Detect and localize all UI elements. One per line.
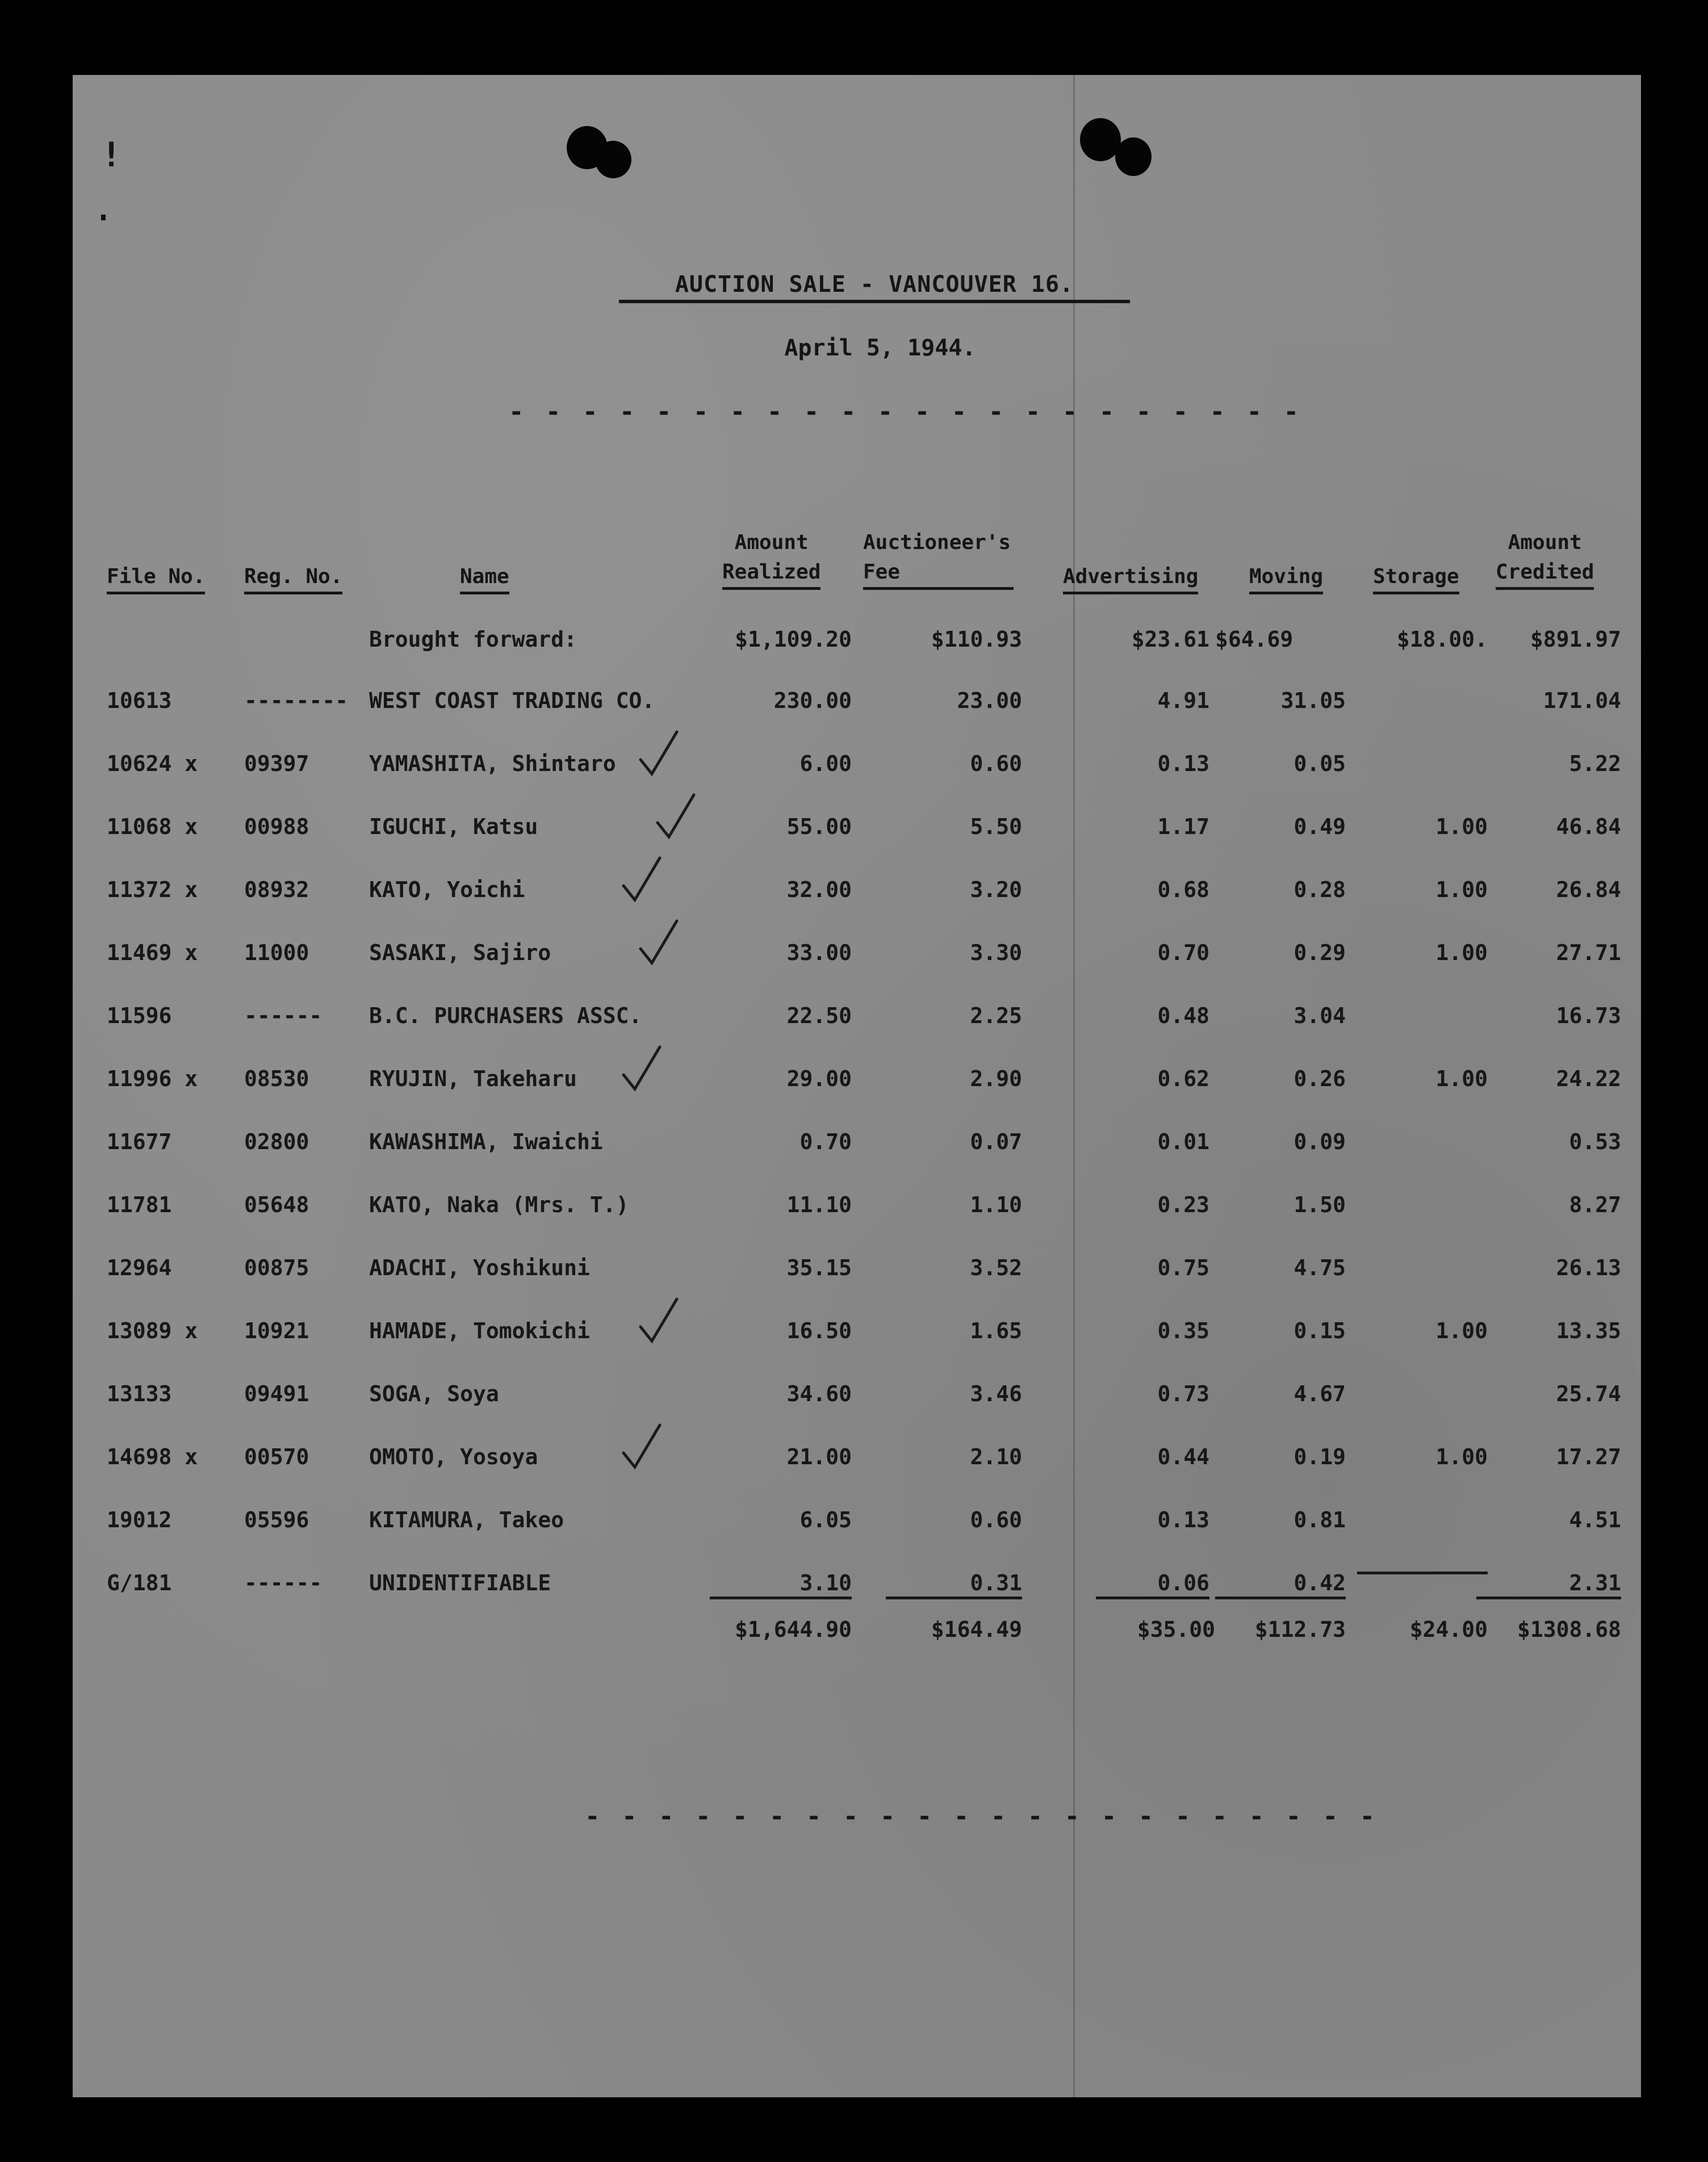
table-row (0, 1066, 1708, 1106)
cell-moving: 0.49 (1293, 814, 1346, 839)
table-row (0, 751, 1708, 791)
cell-storage: 1.00 (1435, 814, 1488, 839)
brought-forward-row (0, 627, 1708, 667)
cell-amount-realized: 29.00 (786, 1066, 852, 1091)
cell-amount-realized: 33.00 (786, 940, 852, 965)
cell-amount-credited: 16.73 (1556, 1003, 1621, 1028)
cell-moving: 0.29 (1293, 940, 1346, 965)
cell-amount-credited: 26.84 (1556, 877, 1621, 902)
cell-storage (1357, 1570, 1488, 1574)
cell-auctioneer-fee: 3.52 (970, 1255, 1022, 1280)
brought-forward-moving: $64.69 (1215, 627, 1293, 652)
cell-amount-realized: 16.50 (786, 1318, 852, 1343)
cell-name: WEST COAST TRADING CO. (369, 688, 655, 713)
cell-amount-credited: 27.71 (1556, 940, 1621, 965)
cell-reg-no: 08530 (244, 1066, 309, 1091)
cell-file-no: 11372 x (107, 877, 198, 902)
cell-auctioneer-fee: 2.90 (970, 1066, 1022, 1091)
cell-amount-credited: 24.22 (1556, 1066, 1621, 1091)
corner-mark: ! (101, 135, 122, 175)
cell-reg-no: 11000 (244, 940, 309, 965)
header-amount-credited: Amount Credited (1496, 528, 1594, 590)
cell-file-no: 13133 (107, 1381, 172, 1406)
cell-auctioneer-fee: 0.60 (970, 1507, 1022, 1532)
cell-auctioneer-fee: 2.10 (970, 1444, 1022, 1469)
cell-file-no: 10624 x (107, 751, 198, 776)
brought-forward-storage: $18.00. (1396, 627, 1488, 652)
cell-storage: 1.00 (1435, 877, 1488, 902)
check-mark-icon (619, 1044, 664, 1095)
cell-auctioneer-fee: 0.07 (970, 1129, 1022, 1154)
cell-file-no: 11996 x (107, 1066, 198, 1091)
cell-name: ADACHI, Yoshikuni (369, 1255, 590, 1280)
cell-advertising: 0.35 (1157, 1318, 1209, 1343)
cell-storage: 1.00 (1435, 1318, 1488, 1343)
cell-moving: 0.28 (1293, 877, 1346, 902)
cell-advertising: 4.91 (1157, 688, 1209, 713)
cell-name: KATO, Yoichi (369, 877, 525, 902)
cell-auctioneer-fee: 3.46 (970, 1381, 1022, 1406)
totals-row (0, 1617, 1708, 1657)
cell-auctioneer-fee: 0.31 (886, 1570, 1022, 1599)
table-row (0, 814, 1708, 854)
cell-advertising: 0.01 (1157, 1129, 1209, 1154)
check-mark-icon (636, 917, 681, 969)
total-amount: $1,644.90 (735, 1617, 852, 1642)
table-row (0, 1444, 1708, 1484)
cell-amount-credited: 171.04 (1543, 688, 1621, 713)
cell-auctioneer-fee: 5.50 (970, 814, 1022, 839)
brought-forward-credited: $891.97 (1530, 627, 1621, 652)
table-row (0, 1129, 1708, 1169)
cell-name: IGUCHI, Katsu (369, 814, 538, 839)
cell-name: HAMADE, Tomokichi (369, 1318, 590, 1343)
cell-amount-realized: 55.00 (786, 814, 852, 839)
cell-advertising: 0.70 (1157, 940, 1209, 965)
cell-advertising: 0.75 (1157, 1255, 1209, 1280)
brought-forward-fee: $110.93 (931, 627, 1022, 652)
cell-moving: 0.09 (1293, 1129, 1346, 1154)
cell-name: KATO, Naka (Mrs. T.) (369, 1192, 629, 1217)
cell-auctioneer-fee: 1.10 (970, 1192, 1022, 1217)
cell-name: B.C. PURCHASERS ASSC. (369, 1003, 642, 1028)
cell-amount-realized: 21.00 (786, 1444, 852, 1469)
header-reg-no: Reg. No. (244, 562, 342, 594)
cell-amount-credited: 26.13 (1556, 1255, 1621, 1280)
cell-amount-credited: 0.53 (1569, 1129, 1621, 1154)
separator-top: - - - - - - - - - - - - - - - - - - - - - - (509, 397, 1303, 426)
cell-advertising: 0.62 (1157, 1066, 1209, 1091)
cell-reg-no: 05596 (244, 1507, 309, 1532)
total-fee: $164.49 (931, 1617, 1022, 1642)
cell-file-no: 11068 x (107, 814, 198, 839)
document-title: AUCTION SALE - VANCOUVER 16. (619, 271, 1130, 303)
cell-name: KITAMURA, Takeo (369, 1507, 564, 1532)
brought-forward-advertising: $23.61 (1131, 627, 1209, 652)
cell-moving: 0.15 (1293, 1318, 1346, 1343)
cell-reg-no: 05648 (244, 1192, 309, 1217)
header-file-no: File No. (107, 562, 205, 594)
cell-reg-no: 00875 (244, 1255, 309, 1280)
cell-auctioneer-fee: 2.25 (970, 1003, 1022, 1028)
cell-advertising: 0.06 (1096, 1570, 1209, 1599)
header-auctioneer-fee: Auctioneer's Fee (863, 528, 1014, 590)
separator-bottom: - - - - - - - - - - - - - - - - - - - - - - (585, 1802, 1379, 1831)
cell-amount-realized: 32.00 (786, 877, 852, 902)
cell-amount-realized: 3.10 (710, 1570, 852, 1599)
cell-amount-credited: 13.35 (1556, 1318, 1621, 1343)
check-mark-icon (619, 1422, 664, 1473)
table-row (0, 1570, 1708, 1610)
cell-reg-no: -------- (244, 688, 349, 713)
cell-moving: 4.75 (1293, 1255, 1346, 1280)
table-row (0, 1003, 1708, 1043)
cell-reg-no: 10921 (244, 1318, 309, 1343)
cell-file-no: 11596 (107, 1003, 172, 1028)
cell-advertising: 0.13 (1157, 1507, 1209, 1532)
table-row (0, 940, 1708, 980)
cell-file-no: 19012 (107, 1507, 172, 1532)
cell-file-no: 11677 (107, 1129, 172, 1154)
cell-moving: 0.81 (1293, 1507, 1346, 1532)
cell-advertising: 0.13 (1157, 751, 1209, 776)
check-mark-icon (636, 728, 681, 780)
cell-auctioneer-fee: 0.60 (970, 751, 1022, 776)
check-mark-icon (619, 854, 664, 906)
cell-storage: 1.00 (1435, 1444, 1488, 1469)
cell-moving: 0.26 (1293, 1066, 1346, 1091)
cell-file-no: 11469 x (107, 940, 198, 965)
document-date: April 5, 1944. (784, 335, 976, 361)
cell-auctioneer-fee: 23.00 (957, 688, 1022, 713)
table-row (0, 1381, 1708, 1421)
table-row (0, 1192, 1708, 1232)
cell-auctioneer-fee: 3.20 (970, 877, 1022, 902)
cell-advertising: 0.68 (1157, 877, 1209, 902)
cell-name: SASAKI, Sajiro (369, 940, 551, 965)
cell-name: KAWASHIMA, Iwaichi (369, 1129, 603, 1154)
cell-reg-no: ------ (244, 1003, 323, 1028)
punch-hole-left-b (595, 141, 631, 178)
cell-amount-realized: 22.50 (786, 1003, 852, 1028)
cell-moving: 3.04 (1293, 1003, 1346, 1028)
cell-moving: 1.50 (1293, 1192, 1346, 1217)
cell-advertising: 0.48 (1157, 1003, 1209, 1028)
total-credited: $1308.68 (1517, 1617, 1621, 1642)
cell-moving: 0.05 (1293, 751, 1346, 776)
total-advertising: $35.00 (1137, 1617, 1215, 1642)
cell-amount-credited: 46.84 (1556, 814, 1621, 839)
cell-name: UNIDENTIFIABLE (369, 1570, 551, 1595)
cell-storage: 1.00 (1435, 1066, 1488, 1091)
cell-amount-realized: 6.05 (799, 1507, 852, 1532)
cell-amount-credited: 8.27 (1569, 1192, 1621, 1217)
cell-amount-realized: 6.00 (799, 751, 852, 776)
cell-amount-credited: 4.51 (1569, 1507, 1621, 1532)
cell-amount-credited: 25.74 (1556, 1381, 1621, 1406)
cell-reg-no: 00988 (244, 814, 309, 839)
table-row (0, 1255, 1708, 1295)
cell-moving: 0.42 (1215, 1570, 1346, 1599)
cell-file-no: 14698 x (107, 1444, 198, 1469)
cell-amount-realized: 35.15 (786, 1255, 852, 1280)
cell-advertising: 0.23 (1157, 1192, 1209, 1217)
brought-forward-amount: $1,109.20 (735, 627, 852, 652)
cell-advertising: 0.73 (1157, 1381, 1209, 1406)
cell-name: OMOTO, Yosoya (369, 1444, 538, 1469)
check-mark-icon (636, 1296, 681, 1347)
cell-moving: 0.19 (1293, 1444, 1346, 1469)
brought-forward-label: Brought forward: (369, 627, 577, 652)
table-row (0, 877, 1708, 917)
cell-reg-no: 09491 (244, 1381, 309, 1406)
cell-reg-no: 09397 (244, 751, 309, 776)
cell-name: RYUJIN, Takeharu (369, 1066, 577, 1091)
cell-reg-no: ------ (244, 1570, 323, 1595)
cell-file-no: 11781 (107, 1192, 172, 1217)
total-moving: $112.73 (1254, 1617, 1346, 1642)
cell-reg-no: 08932 (244, 877, 309, 902)
cell-storage: 1.00 (1435, 940, 1488, 965)
cell-moving: 31.05 (1280, 688, 1346, 713)
cell-file-no: 12964 (107, 1255, 172, 1280)
table-row (0, 1507, 1708, 1547)
table-row (0, 1318, 1708, 1358)
header-amount-realized: Amount Realized (722, 528, 820, 590)
header-name: Name (460, 562, 509, 594)
cell-reg-no: 00570 (244, 1444, 309, 1469)
cell-moving: 4.67 (1293, 1381, 1346, 1406)
cell-file-no: 10613 (107, 688, 172, 713)
punch-hole-right-b (1115, 137, 1152, 176)
cell-amount-realized: 0.70 (799, 1129, 852, 1154)
cell-advertising: 1.17 (1157, 814, 1209, 839)
cell-name: SOGA, Soya (369, 1381, 499, 1406)
cell-amount-credited: 17.27 (1556, 1444, 1621, 1469)
total-storage: $24.00 (1409, 1617, 1488, 1642)
cell-auctioneer-fee: 1.65 (970, 1318, 1022, 1343)
cell-auctioneer-fee: 3.30 (970, 940, 1022, 965)
cell-amount-credited: 2.31 (1476, 1570, 1621, 1599)
check-mark-icon (653, 791, 698, 843)
cell-amount-realized: 34.60 (786, 1381, 852, 1406)
cell-file-no: 13089 x (107, 1318, 198, 1343)
cell-reg-no: 02800 (244, 1129, 309, 1154)
cell-name: YAMASHITA, Shintaro (369, 751, 616, 776)
cell-amount-realized: 230.00 (773, 688, 852, 713)
cell-amount-credited: 5.22 (1569, 751, 1621, 776)
corner-dot (101, 215, 106, 220)
header-advertising: Advertising (1063, 562, 1198, 594)
cell-file-no: G/181 (107, 1570, 172, 1595)
cell-amount-realized: 11.10 (786, 1192, 852, 1217)
cell-advertising: 0.44 (1157, 1444, 1209, 1469)
header-storage: Storage (1373, 562, 1459, 594)
table-row (0, 688, 1708, 728)
header-moving: Moving (1249, 562, 1323, 594)
